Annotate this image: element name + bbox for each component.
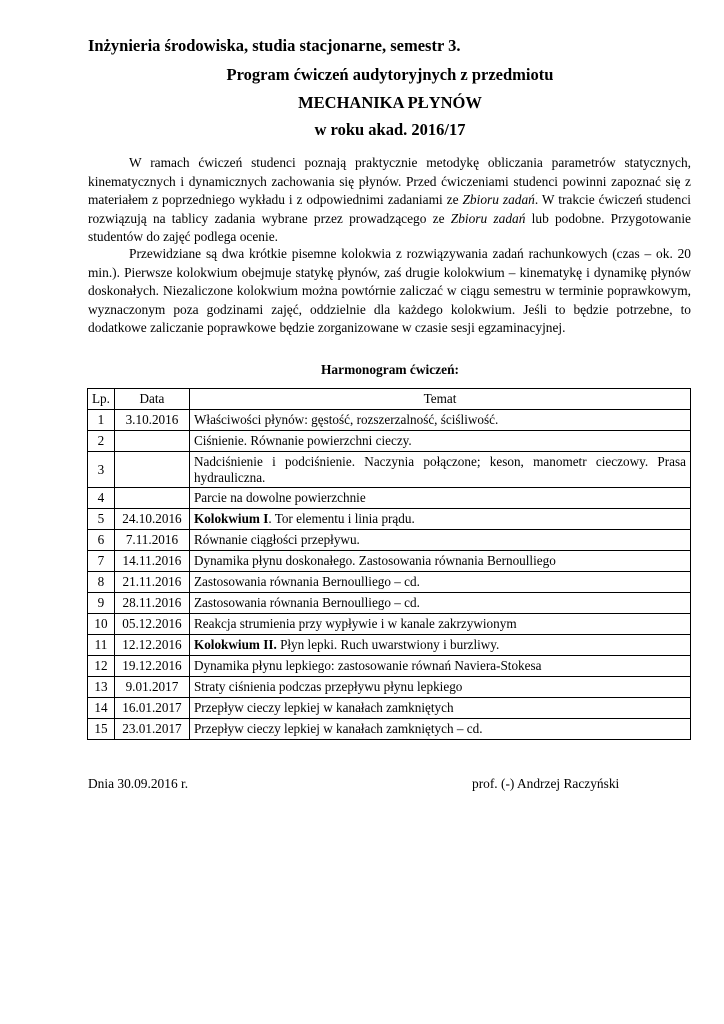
table-row [88, 719, 691, 740]
row-date: 05.12.2016 [114, 614, 189, 635]
column-header-lp: Lp. [88, 389, 115, 410]
topic-text: Zastosowania równania Bernoulliego – cd. [193, 574, 420, 589]
row-lp: 12 [88, 656, 115, 677]
academic-year: w roku akad. 2016/17 [314, 120, 466, 139]
topic-text: Nadciśnienie i podciśnienie. Naczynia połączone; keson, manometr cieczowy. Prasa hydrauliczna. [193, 453, 686, 485]
topic-text: Reakcja strumienia przy wypływie i w kanale zakrzywionym [193, 616, 517, 631]
row-lp: 4 [88, 488, 115, 509]
row-date: 16.01.2017 [114, 698, 189, 719]
table-row [88, 677, 691, 698]
intro-text-c: . W trakcie ćwiczeń studenci rozwiązują na tablicy zadania wybrane przez prowadzącego ze [88, 192, 691, 226]
signature: prof. (-) Andrzej Raczyński [472, 776, 620, 791]
topic-text: Płyn lepki. Ruch uwarstwiony i burzliwy. [276, 637, 500, 652]
row-topic [189, 614, 690, 635]
row-topic [189, 509, 690, 530]
row-lp: 6 [88, 530, 115, 551]
row-lp: 3 [88, 452, 115, 488]
row-topic [189, 635, 690, 656]
intro-text-a: W ramach ćwiczeń studenci poznają praktycznie metodykę obliczania parametrów statycznych, kinematycznych i dynamicznych zachowania się płynów. Przed ćwiczeniami studenci powinni zapoznać się z materiałem z poprzedniego wykładu i z odpowiednimi zadaniami ze [88, 155, 691, 208]
table-row [88, 509, 691, 530]
row-date: 12.12.2016 [114, 635, 189, 656]
table-row [88, 530, 691, 551]
table-row [88, 698, 691, 719]
row-lp: 15 [88, 719, 115, 740]
row-lp: 11 [88, 635, 115, 656]
row-topic [189, 452, 690, 488]
row-topic [189, 593, 690, 614]
row-date: 28.11.2016 [114, 593, 189, 614]
row-topic [189, 410, 690, 431]
row-date: 7.11.2016 [114, 530, 189, 551]
book-title-ref-1: Zbioru zadań [462, 192, 535, 208]
intro-paragraph-2: Przewidziane są dwa krótkie pisemne kolokwia z rozwiązywania zadań rachunkowych (czas – ok. 20 min.). Pierwsze kolokwium obejmuje statykę płynów, zaś drugie kolokwium – kinematykę i dynamikę płynów doskonałych. Niezaliczone kolokwium można powtórnie zaliczać w ciągu semestru w terminie poprawkowym, wyznaczonym poza godzinami zajęć, oddzielnie dla każdego kolokwium. Jeśli to będzie potrzebne, to dodatkowe zaliczanie poprawkowe będzie zorganizowane w czasie sesji egzaminacyjnej. [88, 246, 691, 336]
table-row [88, 551, 691, 572]
row-lp: 14 [88, 698, 115, 719]
row-topic [189, 656, 690, 677]
row-lp: 10 [88, 614, 115, 635]
row-date [114, 488, 189, 509]
row-lp: 9 [88, 593, 115, 614]
table-row [88, 452, 691, 488]
topic-text: Zastosowania równania Bernoulliego – cd. [193, 595, 420, 610]
column-header-date: Data [114, 389, 189, 410]
topic-text: Przepływ cieczy lepkiej w kanałach zamkniętych [193, 700, 454, 715]
row-date [114, 431, 189, 452]
row-date: 3.10.2016 [114, 410, 189, 431]
row-topic [189, 530, 690, 551]
row-lp: 1 [88, 410, 115, 431]
table-row [88, 593, 691, 614]
colloquium-label: Kolokwium I [193, 511, 269, 526]
table-row [88, 656, 691, 677]
row-date: 14.11.2016 [114, 551, 189, 572]
row-topic [189, 431, 690, 452]
row-date: 19.12.2016 [114, 656, 189, 677]
row-date: 9.01.2017 [114, 677, 189, 698]
schedule-body [88, 410, 691, 740]
row-lp: 2 [88, 431, 115, 452]
row-topic [189, 551, 690, 572]
row-date: 23.01.2017 [114, 719, 189, 740]
topic-text: Właściwości płynów: gęstość, rozszerzalność, ściśliwość. [193, 412, 499, 427]
row-date: 24.10.2016 [114, 509, 189, 530]
table-row [88, 572, 691, 593]
topic-text: . Tor elementu i linia prądu. [268, 511, 415, 526]
header-subtitle: Program ćwiczeń audytoryjnych z przedmiotu [226, 65, 554, 84]
topic-text: Parcie na dowolne powierzchnie [193, 490, 366, 505]
table-row [88, 635, 691, 656]
row-topic [189, 677, 690, 698]
row-topic [189, 488, 690, 509]
colloquium-label: Kolokwium II. [193, 637, 277, 652]
row-date [114, 452, 189, 488]
table-row [88, 614, 691, 635]
topic-text: Dynamika płynu doskonałego. Zastosowania równania Bernoulliego [193, 553, 556, 568]
schedule-title: Harmonogram ćwiczeń: [321, 362, 459, 377]
row-lp: 7 [88, 551, 115, 572]
row-date: 21.11.2016 [114, 572, 189, 593]
table-row [88, 488, 691, 509]
table-row [88, 410, 691, 431]
table-header-row [88, 389, 691, 410]
column-header-topic: Temat [189, 389, 690, 410]
table-row [88, 431, 691, 452]
book-title-ref-2: Zbioru zadań [450, 210, 526, 226]
intro-text-e: lub podobne. Przygotowanie studentów do zajęć podlega ocenie. [88, 210, 691, 245]
intro-paragraph-1 [88, 154, 691, 247]
topic-text: Równanie ciągłości przepływu. [193, 532, 360, 547]
row-topic [189, 698, 690, 719]
row-lp: 13 [88, 677, 115, 698]
topic-text: Przepływ cieczy lepkiej w kanałach zamkniętych – cd. [193, 721, 483, 736]
document-date: Dnia 30.09.2016 r. [88, 776, 189, 791]
course-title: MECHANIKA PŁYNÓW [298, 93, 482, 112]
schedule-table [87, 388, 691, 740]
topic-text: Ciśnienie. Równanie powierzchni cieczy. [193, 433, 412, 448]
header-program-line: Inżynieria środowiska, studia stacjonarne, semestr 3. [88, 36, 461, 55]
row-topic [189, 719, 690, 740]
topic-text: Straty ciśnienia podczas przepływu płynu lepkiego [193, 679, 463, 694]
row-lp: 5 [88, 509, 115, 530]
row-topic [189, 572, 690, 593]
topic-text: Dynamika płynu lepkiego: zastosowanie równań Naviera-Stokesa [193, 658, 542, 673]
row-lp: 8 [88, 572, 115, 593]
